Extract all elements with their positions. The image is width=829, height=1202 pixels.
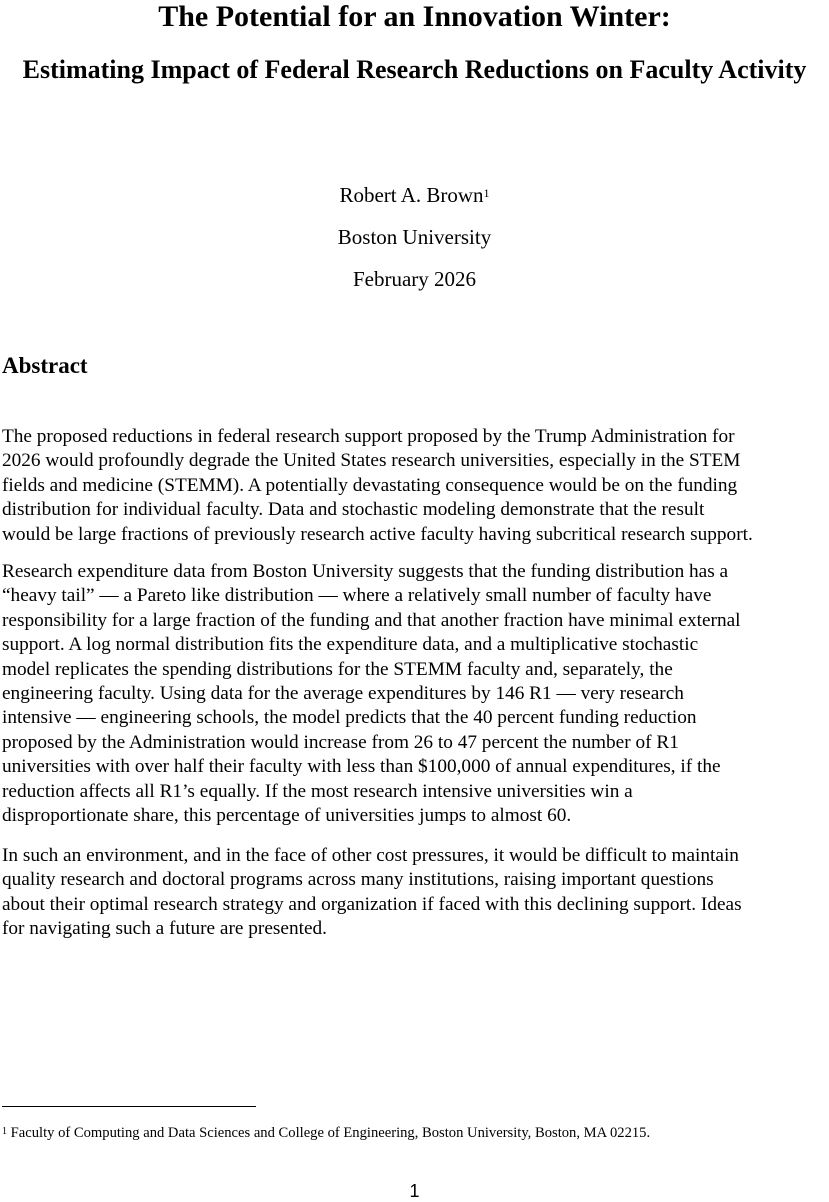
footnote — [2, 1124, 650, 1142]
text-line: Research expenditure data from Boston University suggests that the funding distribution has a — [2, 561, 729, 582]
page-number: 1 — [409, 1181, 420, 1201]
footnote-mark: 1 — [2, 1126, 7, 1137]
text-line: responsibility for a large fraction of the funding and that another fraction have minimal external — [2, 609, 741, 631]
text-line: would be large fractions of previously research active faculty having subcritical research support. — [2, 523, 753, 545]
author-line — [0, 183, 829, 207]
footnote-text: Faculty of Computing and Data Sciences and College of Engineering, Boston University, Boston, MA 02215. — [10, 1125, 651, 1141]
text-line: for navigating such a future are presented. — [2, 918, 327, 940]
paper-subtitle: Estimating Impact of Federal Research Reductions on Faculty Activity — [22, 55, 807, 84]
text-line: intensive — engineering schools, the model predicts that the 40 percent funding reduction — [2, 707, 697, 729]
author-footnote-mark: 1 — [483, 186, 490, 200]
paper-title: The Potential for an Innovation Winter: — [158, 0, 671, 33]
text-line: support. A log normal distribution fits the expenditure data, and a multiplicative stochastic — [2, 634, 699, 656]
abstract-paragraph-2 — [2, 560, 829, 828]
text-line: disproportionate share, this percentage of universities jumps to almost 60. — [2, 805, 572, 827]
abstract-paragraph-3 — [2, 844, 829, 942]
abstract-heading: Abstract — [2, 353, 88, 378]
text-line: The proposed reductions in federal research support proposed by the Trump Administration for — [2, 426, 735, 447]
text-line: proposed by the Administration would increase from 26 to 47 percent the number of R1 — [2, 731, 679, 753]
publication-date: February 2026 — [352, 267, 477, 291]
text-line: In such an environment, and in the face of other cost pressures, it would be difficult to maintain — [2, 845, 739, 866]
text-line: “heavy tail” — a Pareto like distribution — where a relatively small number of faculty have — [2, 585, 712, 607]
footnote-divider — [2, 1106, 256, 1107]
text-line: distribution for individual faculty. Data and stochastic modeling demonstrate that the result — [2, 499, 705, 521]
text-line: about their optimal research strategy and organization if faced with this declining support. Ideas — [2, 893, 742, 915]
author-name: Robert A. Brown — [339, 183, 484, 207]
text-line: 2026 would profoundly degrade the United States research universities, especially in the STEM — [2, 450, 741, 472]
affiliation: Boston University — [337, 225, 492, 249]
abstract-paragraph-1 — [2, 425, 829, 547]
text-line: fields and medicine (STEMM). A potentially devastating consequence would be on the funding — [2, 474, 738, 496]
text-line: universities with over half their faculty with less than $100,000 of annual expenditures, if the — [2, 756, 721, 778]
text-line: model replicates the spending distributions for the STEMM faculty and, separately, the — [2, 658, 673, 680]
text-line: quality research and doctoral programs across many institutions, raising important questions — [2, 869, 714, 891]
text-line: reduction affects all R1’s equally. If the most research intensive universities win a — [2, 780, 633, 802]
text-line: engineering faculty. Using data for the average expenditures by 146 R1 — very research — [2, 683, 684, 705]
